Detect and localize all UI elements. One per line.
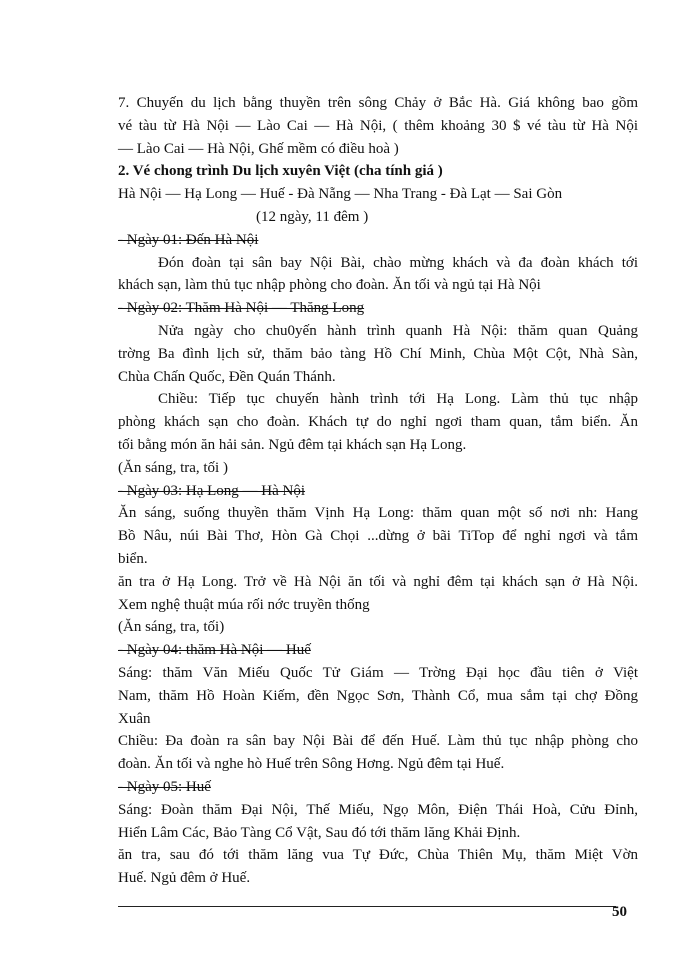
- day-heading-text: - Ngày 05: Huế: [118, 778, 211, 795]
- day-heading-text: - Ngày 03: Hạ Long — Hà Nội: [118, 482, 306, 499]
- page-body-text: [118, 92, 638, 890]
- text-line: khách sạn, làm thủ tục nhập phòng cho đoàn. Ăn tối và ngủ tại Hà Nội: [118, 277, 541, 294]
- day-heading-text: - Ngày 01: Đến Hà Nội: [118, 231, 259, 248]
- day-heading-3: [118, 480, 638, 503]
- text-line: Nam, thăm Hồ Hoàn Kiếm, đền Ngọc Sơn, Thành Cổ, mua sắm tại chợ Đồng: [118, 687, 638, 704]
- day-heading-2: [118, 297, 638, 320]
- text-line: Chiều: Tiếp tục chuyến hành trình tới Hạ Long. Làm thủ tục nhập: [158, 391, 638, 408]
- section-heading: 2. Vé chong trình Du lịch xuyên Việt (cha tính giá ): [118, 163, 443, 180]
- page-number: 50: [612, 904, 627, 920]
- day-heading-1: [118, 229, 638, 252]
- day-heading-text: - Ngày 04: thăm Hà Nội — Huế: [118, 642, 311, 659]
- text-line: Xuân: [118, 710, 151, 727]
- text-line: Nửa ngày cho chu0yến hành trình quanh Hà Nội: thăm quan Quảng: [158, 322, 638, 339]
- meals-note: (Ăn sáng, tra, tối): [118, 619, 225, 636]
- text-line: Bồ Nâu, núi Bài Thơ, Hòn Gà Chọi ...dừng ở bãi TiTop để nghỉ ngơi và tắm: [118, 528, 638, 545]
- text-line: Chùa Chấn Quốc, Đền Quán Thánh.: [118, 368, 336, 385]
- route-line: Hà Nội — Hạ Long — Huế - Đà Nẵng — Nha Trang - Đà Lạt — Sai Gòn: [118, 186, 563, 203]
- day-heading-text: - Ngày 02: Thăm Hà Nội — Thăng Long: [118, 300, 365, 317]
- text-line: 7. Chuyến du lịch bằng thuyền trên sông Chảy ở Bắc Hà. Giá không bao gồm: [118, 95, 638, 111]
- text-line: ăn tra ở Hạ Long. Trở về Hà Nội ăn tối và nghỉ đêm tại khách sạn ở Hà Nội.: [118, 573, 638, 590]
- text-line: Đón đoàn tại sân bay Nội Bài, chào mừng khách và đa đoàn khách tới: [158, 254, 638, 271]
- footer-divider: [118, 906, 616, 907]
- text-line: Sáng: Đoàn thăm Đại Nội, Thế Miếu, Ngọ Môn, Điện Thái Hoà, Cửu Đỉnh,: [118, 801, 638, 818]
- day-heading-5: [118, 776, 638, 799]
- text-line: phòng khách sạn cho đoàn. Khách tự do nghỉ ngơi tham quan, tắm biển. Ăn: [118, 414, 638, 431]
- text-line: Sáng: thăm Văn Miếu Quốc Tử Giám — Trờng Đại học đầu tiên ở Việt: [118, 664, 638, 681]
- meals-note: (Ăn sáng, tra, tối ): [118, 459, 228, 476]
- text-line: — Lào Cai — Hà Nội, Ghế mềm có điều hoà ): [118, 140, 399, 157]
- text-line: Xem nghệ thuật múa rối nớc truyền thống: [118, 596, 370, 613]
- text-line: vé tàu từ Hà Nội — Lào Cai — Hà Nội, ( thêm khoảng 30 $ vé tàu từ Hà Nội: [118, 117, 638, 134]
- text-line: trờng Ba đình lịch sử, thăm bảo tàng Hồ Chí Minh, Chùa Một Cột, Nhà Sàn,: [118, 345, 638, 362]
- text-line: Ăn sáng, suống thuyền thăm Vịnh Hạ Long: thăm quan một số nơi nh: Hang: [118, 505, 638, 522]
- text-line: ăn tra, sau đó tới thăm lăng vua Tự Đức, Chùa Thiên Mụ, thăm Miệt Vờn: [118, 847, 638, 864]
- text-line: biển.: [118, 550, 148, 567]
- text-line: Hiển Lâm Các, Bảo Tàng Cổ Vật, Sau đó tới thăm lăng Khải Định.: [118, 824, 521, 841]
- text-line: Chiều: Đa đoàn ra sân bay Nội Bài để đến Huế. Làm thủ tục nhập phòng cho: [118, 733, 638, 750]
- text-line: đoàn. Ăn tối và nghe hò Huế trên Sông Hơng. Ngủ đêm tại Huế.: [118, 756, 505, 773]
- day-heading-4: [118, 639, 638, 662]
- text-line: Huế. Ngủ đêm ở Huế.: [118, 870, 251, 887]
- duration-line: (12 ngày, 11 đêm ): [256, 208, 369, 225]
- text-line: tối bằng món ăn hải sản. Ngủ đêm tại khách sạn Hạ Long.: [118, 436, 467, 453]
